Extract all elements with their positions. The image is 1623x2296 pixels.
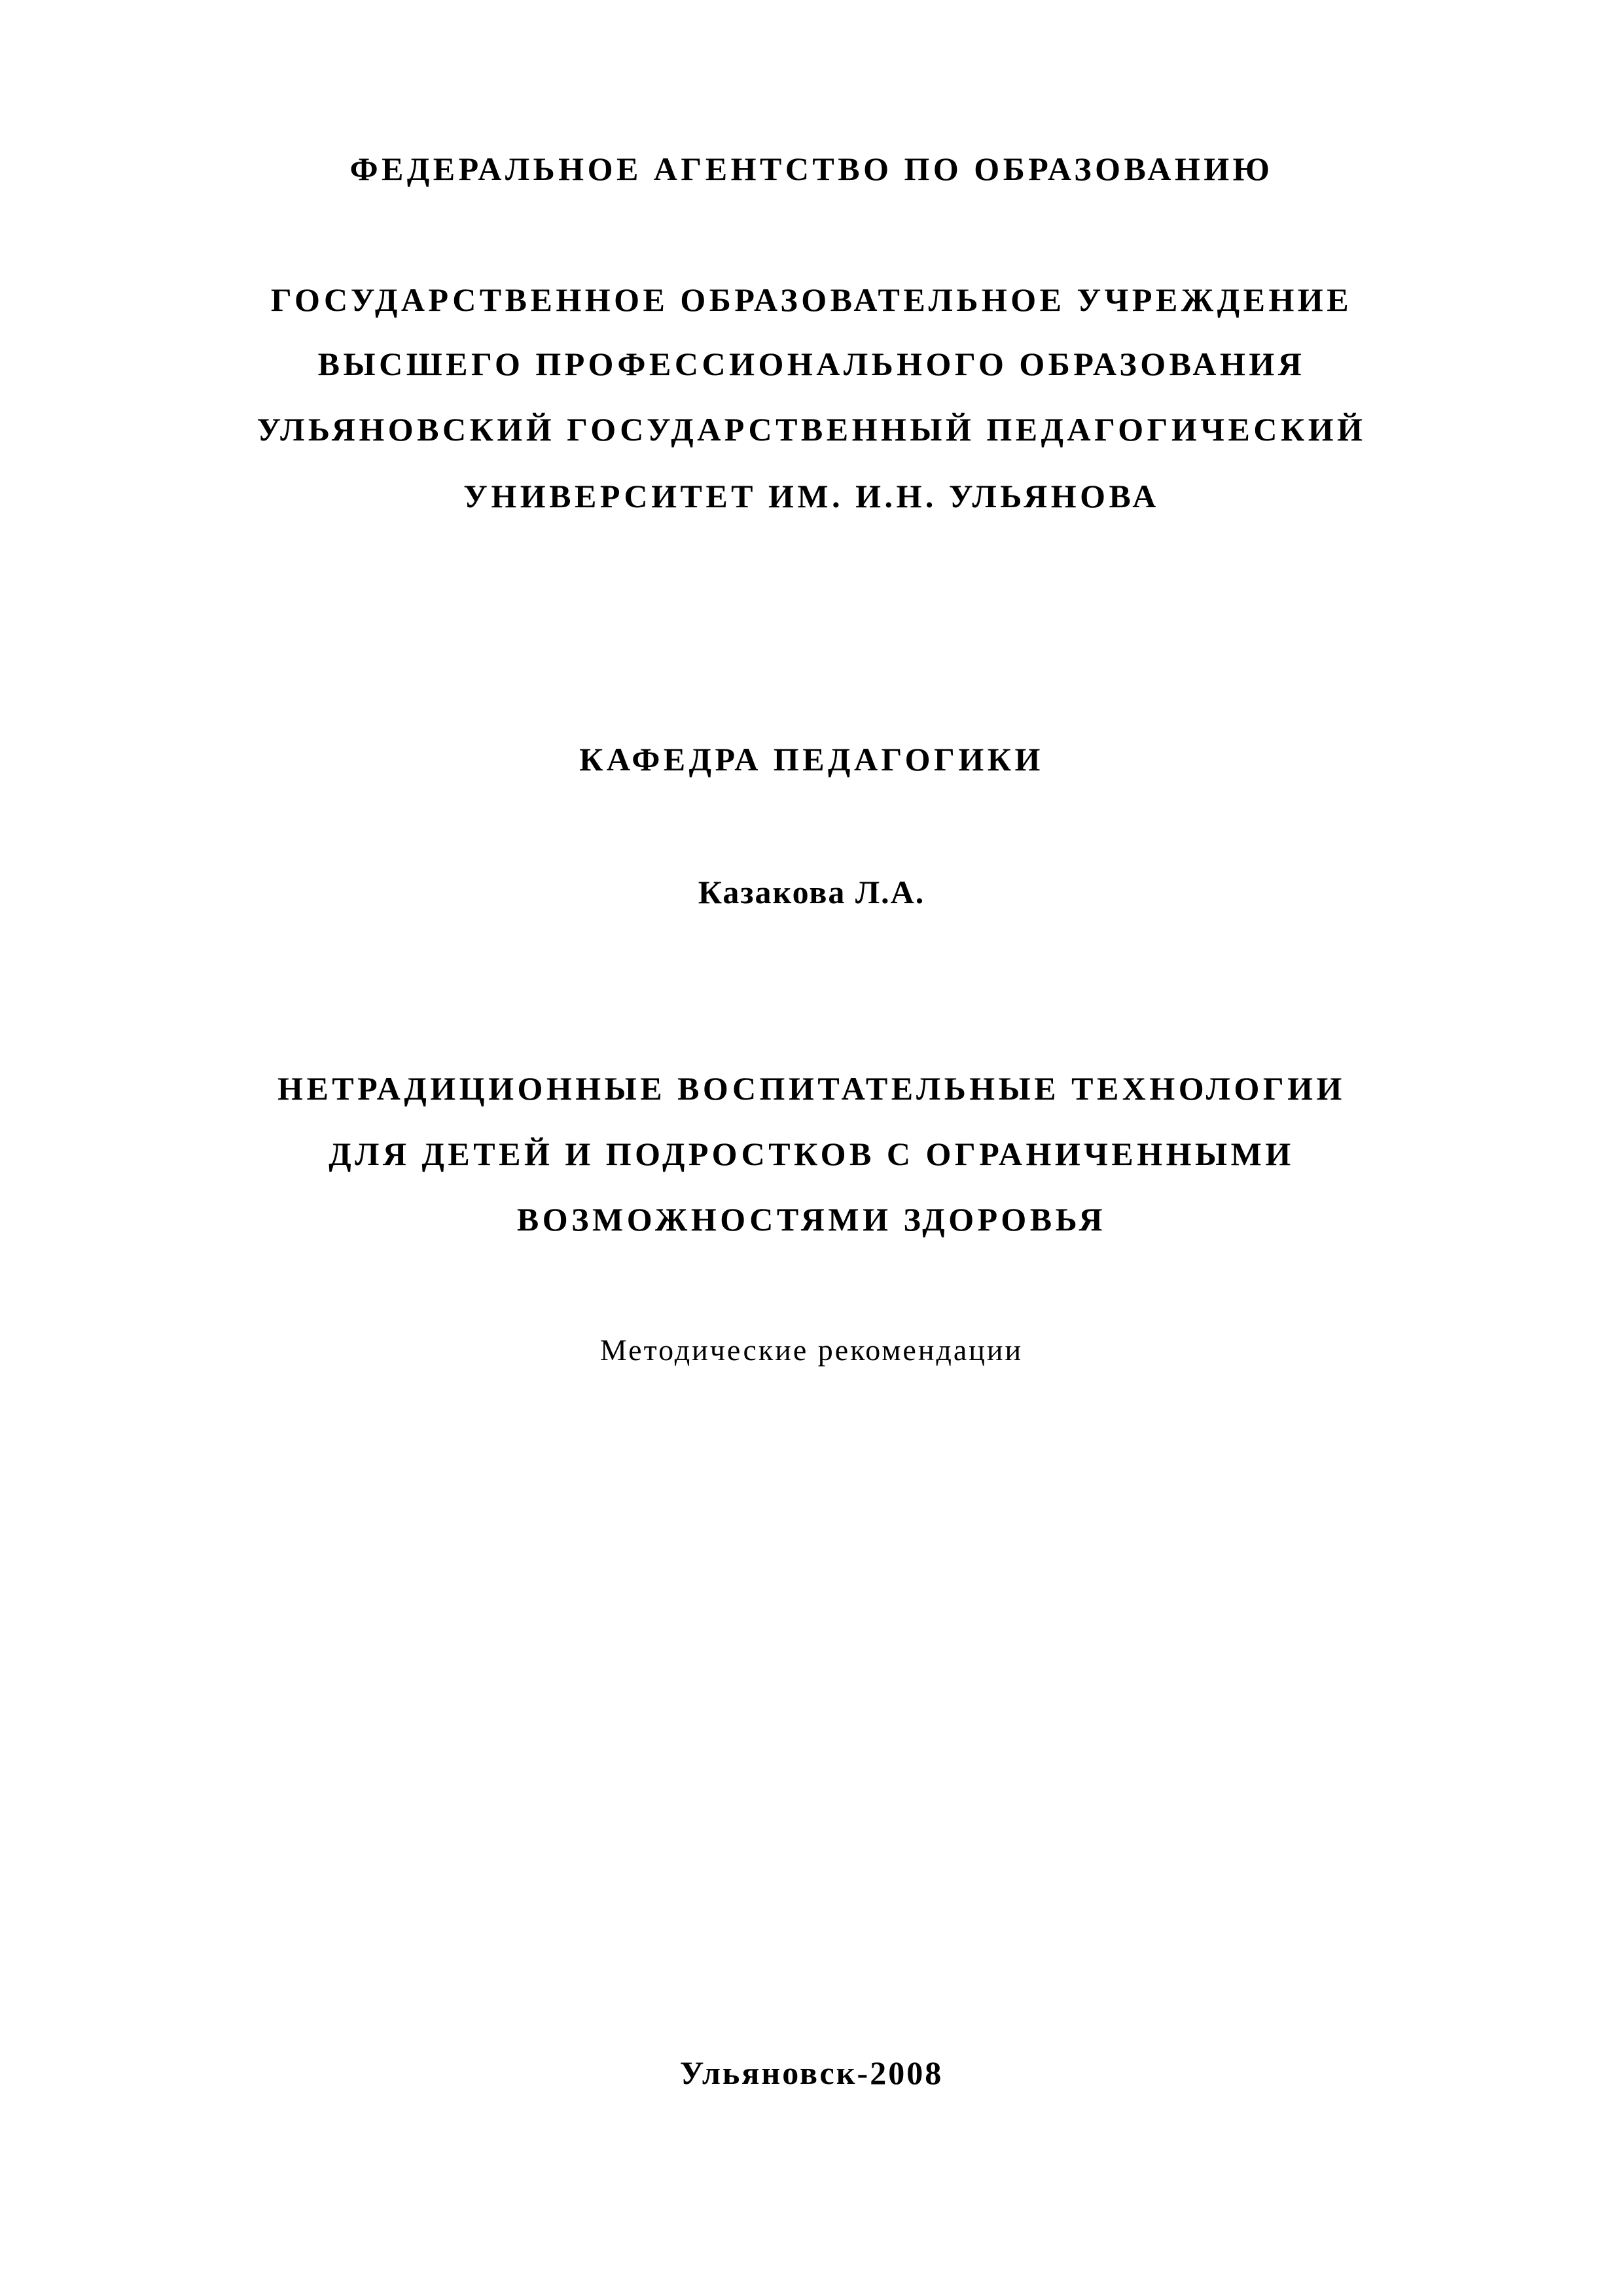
document-title-line-1: НЕТРАДИЦИОННЫЕ ВОСПИТАТЕЛЬНЫЕ ТЕХНОЛОГИИ — [277, 1070, 1346, 1107]
publication-city-year: Ульяновск-2008 — [679, 2054, 944, 2091]
document-title-line-3: ВОЗМОЖНОСТЯМИ ЗДОРОВЬЯ — [516, 1201, 1107, 1238]
institution-line-2: ВЫСШЕГО ПРОФЕССИОНАЛЬНОГО ОБРАЗОВАНИЯ — [317, 346, 1306, 382]
document-title-line-2: ДЛЯ ДЕТЕЙ И ПОДРОСТКОВ С ОГРАНИЧЕННЫМИ — [329, 1136, 1294, 1172]
institution-line-4: УНИВЕРСИТЕТ ИМ. И.Н. УЛЬЯНОВА — [463, 478, 1160, 514]
institution-line-3: УЛЬЯНОВСКИЙ ГОСУДАРСТВЕННЫЙ ПЕДАГОГИЧЕСКИЙ — [257, 411, 1366, 448]
agency-name: ФЕДЕРАЛЬНОЕ АГЕНТСТВО ПО ОБРАЗОВАНИЮ — [349, 151, 1274, 187]
author-name: Казакова Л.А. — [698, 874, 925, 910]
institution-line-1: ГОСУДАРСТВЕННОЕ ОБРАЗОВАТЕЛЬНОЕ УЧРЕЖДЕНИЕ — [270, 281, 1353, 318]
department-name: КАФЕДРА ПЕДАГОГИКИ — [579, 741, 1044, 778]
document-subtitle: Методические рекомендации — [599, 1333, 1024, 1367]
